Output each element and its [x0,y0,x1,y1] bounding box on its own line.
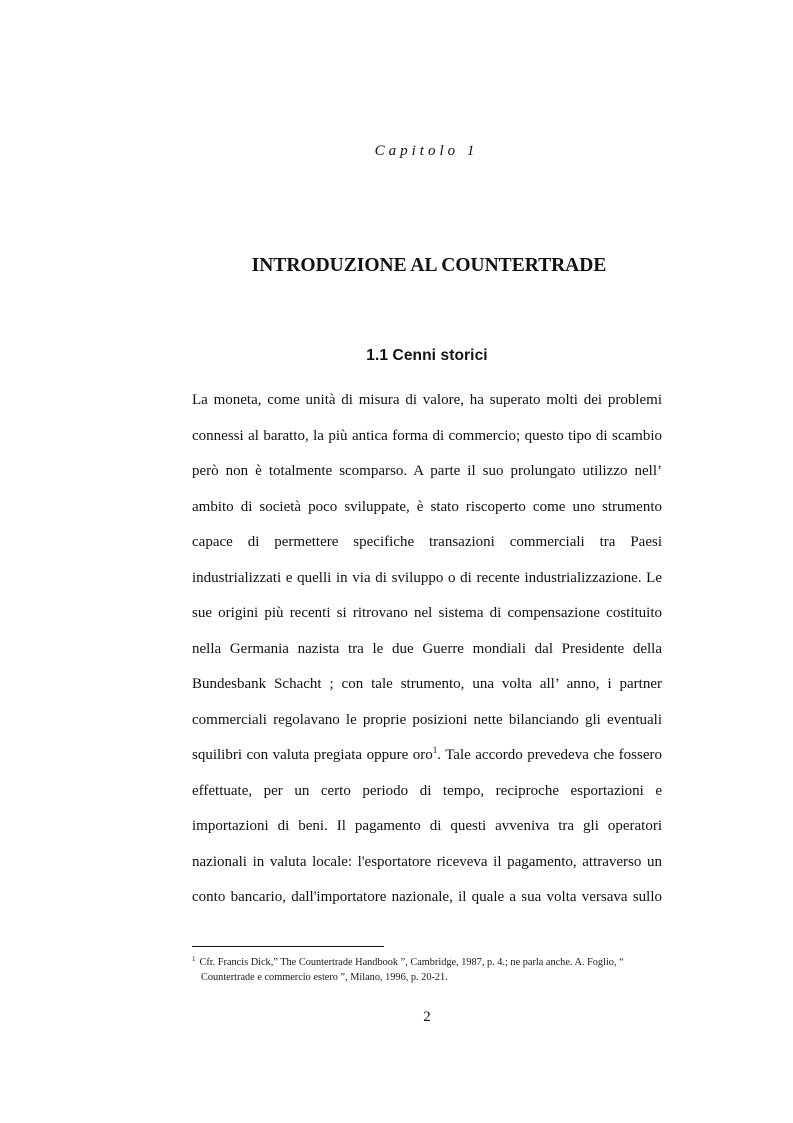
page-number: 2 [423,1009,431,1025]
section-title: 1.1 Cenni storici [366,347,488,364]
paragraph-line: commerciali regolavano le proprie posizioni nette bilanciando gli eventuali [192,711,662,728]
footnote-text-2: Countertrade e commercio estero ”, Milano, 1996, p. 20-21. [201,971,448,983]
paragraph-line: ambito di società poco sviluppate, è stato riscoperto come uno strumento [192,498,662,515]
body-paragraph [192,383,662,916]
paragraph-line: importazioni di beni. Il pagamento di questi avveniva tra gli operatori [192,818,662,834]
footnote-line [192,957,624,968]
line-text-before-note: squilibri con valuta pregiata oppure oro [192,747,433,763]
footnote [192,956,662,985]
chapter-title: INTRODUZIONE AL COUNTERTRADE [251,255,607,276]
paragraph-line-with-footnote [192,738,662,774]
paragraph-line: nazionali in valuta locale: l'esportatore riceveva il pagamento, attraverso un [192,853,662,870]
chapter-label: Capitolo 1 [374,143,479,159]
footnote-text-1: Cfr. Francis Dick,” The Countertrade Handbook ”, Cambridge, 1987, p. 4.; ne parla anche. A. Foglio, “ [199,957,624,968]
footnote-separator [192,946,384,947]
paragraph-line: però non è totalmente scomparso. A parte il suo prolungato utilizzo nell’ [192,463,662,479]
paragraph-line: La moneta, come unità di misura di valore, ha superato molti dei problemi [192,392,662,408]
paragraph-line: connessi al baratto, la più antica forma di commercio; questo tipo di scambio [192,427,662,444]
paragraph-line: conto bancario, dall'importatore nazionale, il quale a sua volta versava sullo [192,889,662,905]
paragraph-line: industrializzati e quelli in via di sviluppo o di recente industrializzazione. Le [192,569,662,586]
footnote-reference[interactable]: 1 [432,745,438,755]
paragraph-line: nella Germania nazista tra le due Guerre mondiali dal Presidente della [192,640,662,657]
paragraph-line: effettuate, per un certo periodo di tempo, reciproche esportazioni e [192,782,662,799]
paragraph-line: sue origini più recenti si ritrovano nel sistema di compensazione costituito [192,605,662,621]
paragraph-line: capace di permettere specifiche transazioni commerciali tra Paesi [192,534,662,550]
footnote-number: 1 [192,955,196,963]
paragraph-line: Bundesbank Schacht ; con tale strumento, una volta all’ anno, i partner [192,676,662,692]
line-text-after-note: . Tale accordo prevedeva che fossero [437,747,662,763]
